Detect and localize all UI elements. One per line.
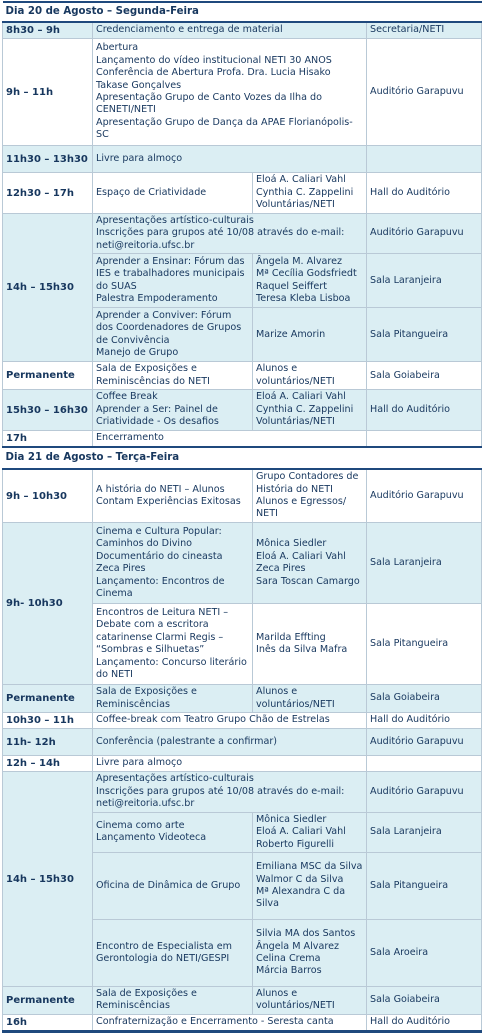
activity-cell: Abertura Lançamento do vídeo institucional NETI 30 ANOS Conferência de Abertura Profa. Dra. Lucia Hisako Takase Gonçalves Apresentação Grupo de Canto Vozes da Ilha do CENETI/NETI Apresentação Grupo de Dança da APAE Florianópolis-SC [93,39,367,146]
activity-cell: Cinema como arte Lançamento Videoteca [93,812,253,852]
schedule-row [3,469,482,523]
activity-cell: Credenciamento e entrega de material [93,22,367,39]
time-cell: 8h30 – 9h [3,22,93,39]
time-cell: 9h – 10h30 [3,469,93,523]
place-cell: Sala Aroeira [367,920,482,987]
time-cell: 9h- 10h30 [3,523,93,685]
activity-cell: Apresentações artístico-culturais Inscrições para grupos até 10/08 através do e-mail: neti@reitoria.ufsc.br [93,772,367,812]
time-cell: 11h30 – 13h30 [3,146,93,173]
schedule-row [3,685,482,713]
time-cell: 15h30 – 16h30 [3,390,93,430]
activity-cell: Cinema e Cultura Popular: Caminhos do Divino Documentário do cineasta Zeca Pires Lançamento: Encontros de Cinema [93,523,253,604]
people-cell: Mônica Siedler Eloá A. Caliari Vahl Roberto Figurelli [253,812,367,852]
day-header: Dia 21 de Agosto – Terça-Feira [3,447,482,469]
activity-cell: Coffee Break Aprender a Ser: Painel de Criatividade - Os desafios [93,390,253,430]
time-cell: 10h30 – 11h [3,713,93,729]
time-cell: 14h – 15h30 [3,772,93,987]
place-cell: Auditório Garapuvu [367,469,482,523]
place-cell: Auditório Garapuvu [367,214,482,254]
time-cell: Permanente [3,362,93,390]
place-cell: Sala Goiabeira [367,362,482,390]
time-cell: 12h – 14h [3,756,93,772]
activity-cell: Aprender a Conviver: Fórum dos Coordenadores de Grupos de Convivência Manejo de Grupo [93,308,253,362]
place-cell: Auditório Garapuvu [367,772,482,812]
schedule-row [3,22,482,39]
place-cell: Sala Goiabeira [367,685,482,713]
place-cell: Hall do Auditório [367,1014,482,1031]
place-cell: Hall do Auditório [367,390,482,430]
schedule-row [3,390,482,430]
place-cell: Auditório Garapuvu [367,729,482,756]
activity-cell: Sala de Exposições e Reminiscências [93,987,253,1015]
place-cell: Sala Pitangueira [367,853,482,920]
people-cell: Grupo Contadores de História do NETI Alunos e Egressos/ NETI [253,469,367,523]
activity-cell: Livre para almoço [93,146,367,173]
place-cell: Hall do Auditório [367,173,482,214]
activity-cell: A história do NETI – Alunos Contam Experiências Exitosas [93,469,253,523]
place-cell: Secretaria/NETI [367,22,482,39]
time-cell: 16h [3,1014,93,1031]
place-cell: Auditório Garapuvu [367,39,482,146]
activity-cell: Confraternização e Encerramento - Seresta canta [93,1014,367,1031]
time-cell: 11h- 12h [3,729,93,756]
place-cell: Sala Laranjeira [367,254,482,308]
activity-cell: Aprender a Ensinar: Fórum das IES e trabalhadores municipais do SUAS Palestra Empoderamento [93,254,253,308]
schedule-row [3,173,482,214]
schedule-row [3,430,482,447]
people-cell: Eloá A. Caliari Vahl Cynthia C. Zappelini Voluntárias/NETI [253,390,367,430]
place-cell [367,430,482,447]
activity-cell: Coffee-break com Teatro Grupo Chão de Estrelas [93,713,367,729]
activity-cell: Conferência (palestrante a confirmar) [93,729,367,756]
place-cell: Hall do Auditório [367,713,482,729]
place-cell: Sala Goiabeira [367,987,482,1015]
schedule-row [3,713,482,729]
schedule-row [3,756,482,772]
activity-cell: Espaço de Criatividade [93,173,253,214]
day-header: Dia 20 de Agosto – Segunda-Feira [3,2,482,22]
people-cell: Eloá A. Caliari Vahl Cynthia C. Zappelini Voluntárias/NETI [253,173,367,214]
schedule-row [3,39,482,146]
people-cell: Mônica Siedler Eloá A. Caliari Vahl Zeca Pires Sara Toscan Camargo [253,523,367,604]
activity-cell: Encontros de Leitura NETI – Debate com a escritora catarinense Clarmi Regis – “Sombras e Silhuetas” Lançamento: Concurso literário do NETI [93,604,253,685]
time-cell: Permanente [3,685,93,713]
people-cell: Alunos e voluntários/NETI [253,987,367,1015]
people-cell: Alunos e voluntários/NETI [253,362,367,390]
activity-cell: Encontro de Especialista em Gerontologia do NETI/GESPI [93,920,253,987]
activity-cell: Livre para almoço [93,756,367,772]
schedule-row [3,729,482,756]
time-cell: 12h30 – 17h [3,173,93,214]
people-cell: Marize Amorin [253,308,367,362]
schedule-row [3,523,482,604]
day-header-row [3,447,482,469]
place-cell: Sala Laranjeira [367,812,482,852]
people-cell: Alunos e voluntários/NETI [253,685,367,713]
people-cell: Marilda Effting Inês da Silva Mafra [253,604,367,685]
schedule-row [3,146,482,173]
place-cell [367,146,482,173]
activity-cell: Oficina de Dinâmica de Grupo [93,853,253,920]
time-cell: 14h – 15h30 [3,214,93,362]
activity-cell: Sala de Exposições e Reminiscências do NETI [93,362,253,390]
schedule-table [2,1,482,1033]
people-cell: Ângela M. Alvarez Mª Cecília Godsfriedt Raquel Seiffert Teresa Kleba Lisboa [253,254,367,308]
schedule-row [3,772,482,812]
day-header-row [3,2,482,22]
time-cell: Permanente [3,987,93,1015]
place-cell: Sala Pitangueira [367,604,482,685]
schedule-row [3,362,482,390]
place-cell: Sala Pitangueira [367,308,482,362]
people-cell: Silvia MA dos Santos Ângela M Alvarez Celina Crema Márcia Barros [253,920,367,987]
schedule-row [3,987,482,1015]
time-cell: 17h [3,430,93,447]
activity-cell: Encerramento [93,430,367,447]
activity-cell: Apresentações artístico-culturais Inscrições para grupos até 10/08 através do e-mail: neti@reitoria.ufsc.br [93,214,367,254]
schedule-row [3,214,482,254]
place-cell [367,756,482,772]
activity-cell: Sala de Exposições e Reminiscências [93,685,253,713]
time-cell: 9h – 11h [3,39,93,146]
people-cell: Emiliana MSC da Silva Walmor C da Silva Mª Alexandra C da Silva [253,853,367,920]
place-cell: Sala Laranjeira [367,523,482,604]
